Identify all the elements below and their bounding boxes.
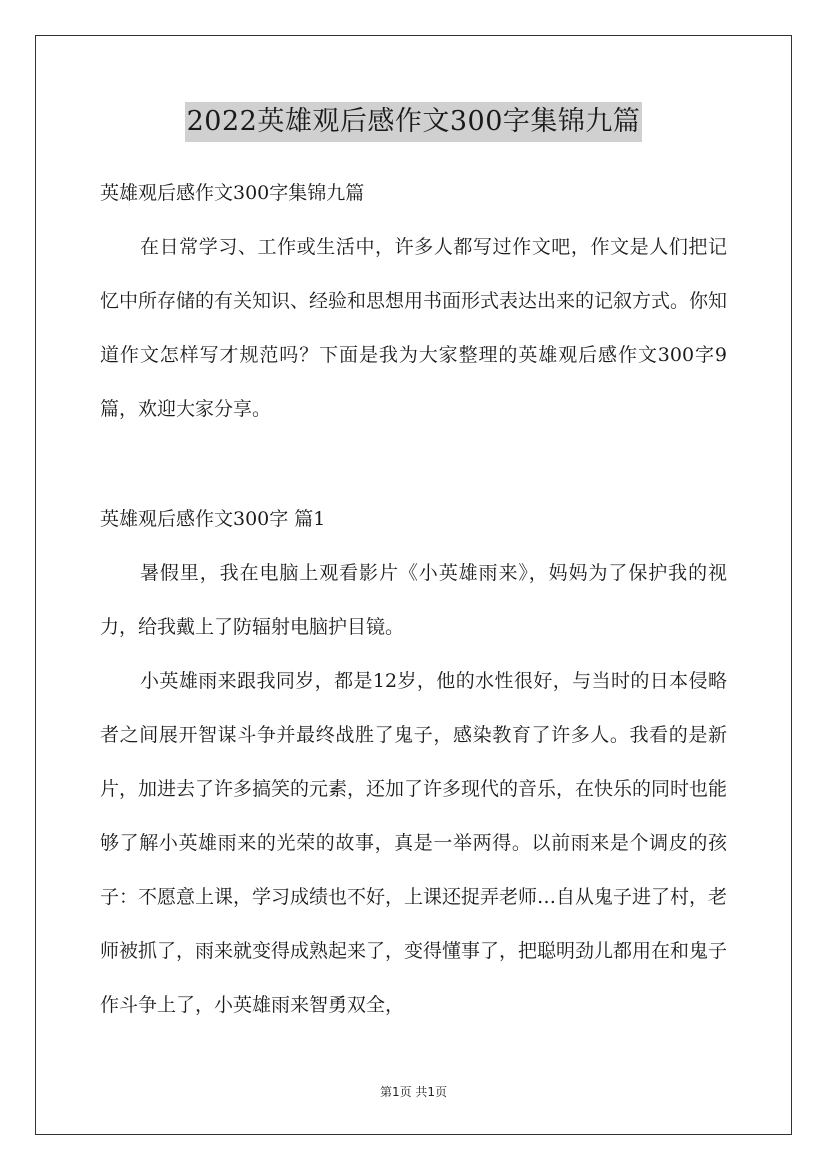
document-subtitle: 英雄观后感作文300字集锦九篇 xyxy=(100,182,365,204)
document-title: 2022英雄观后感作文300字集锦九篇 xyxy=(185,102,643,142)
title-container xyxy=(0,102,827,142)
section-heading: 英雄观后感作文300字 篇1 xyxy=(100,508,326,530)
body-paragraph-2: 小英雄雨来跟我同岁，都是12岁，他的水性很好，与当时的日本侵略者之间展开智谋斗争并最终战胜了鬼子，感染教育了许多人。我看的是新片，加进去了许多搞笑的元素，还加了许多现代的音乐，在快乐的同时也能够了解小英雄雨来的光荣的故事，真是一举两得。以前雨来是个调皮的孩子：不愿意上课，学习成绩也不好，上课还捉弄老师…自从鬼子进了村，老师被抓了，雨来就变得成熟起来了，变得懂事了，把聪明劲儿都用在和鬼子作斗争上了，小英雄雨来智勇双全， xyxy=(100,670,728,1016)
page-footer: 第1页 共1页 xyxy=(379,1085,448,1099)
intro-paragraph: 在日常学习、工作或生活中，许多人都写过作文吧，作文是人们把记忆中所存储的有关知识、经验和思想用书面形式表达出来的记叙方式。你知道作文怎样写才规范吗？下面是我为大家整理的英雄观后感作文300字9篇，欢迎大家分享。 xyxy=(100,236,728,420)
body-paragraph-1: 暑假里，我在电脑上观看影片《小英雄雨来》，妈妈为了保护我的视力，给我戴上了防辐射电脑护目镜。 xyxy=(100,562,727,638)
